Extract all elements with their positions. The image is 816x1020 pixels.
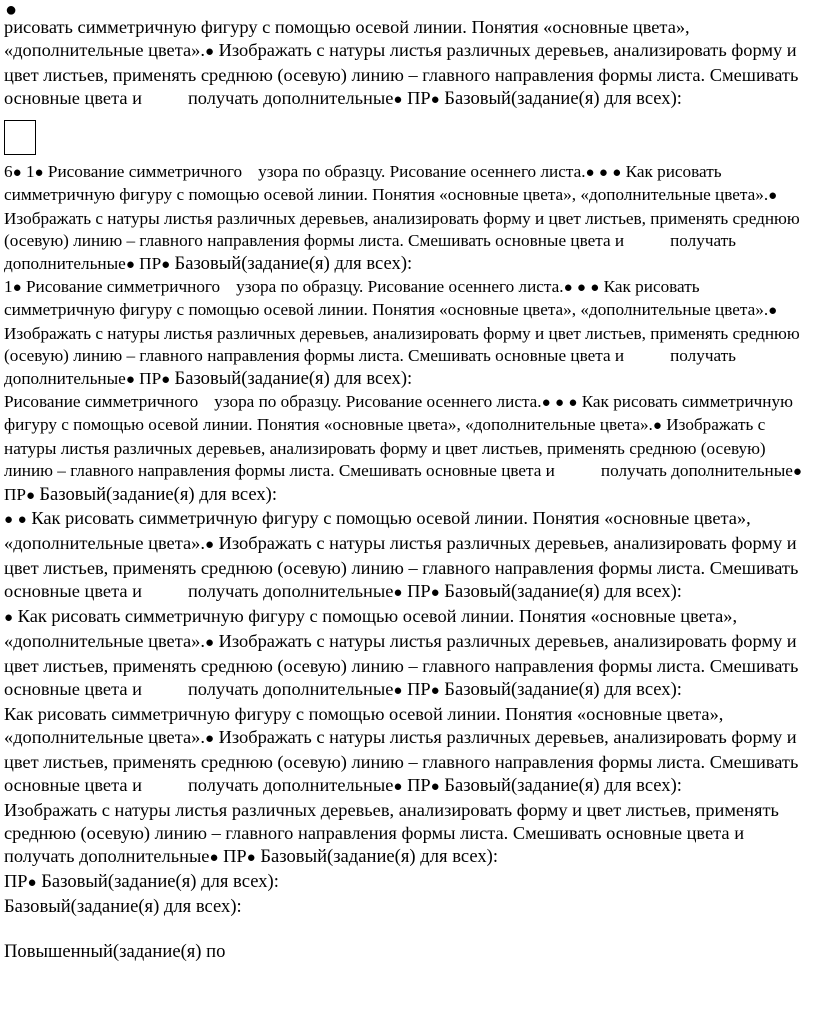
paragraph-block-5: ● Как рисовать симметричную фигуру с помощью осевой линии. Понятия «основные цвета», «дополнительные цвета».● Изображать с натуры листья различных деревьев, анализировать форму и цвет листьев, применять среднюю (осевую) линию – главного направления формы листа. Смешивать основные цвета и получать дополнительные● ПР● Базовый(задание(я) для всех):	[4, 606, 799, 701]
tail-line-1: ПР● Базовый(задание(я) для всех):	[4, 871, 279, 893]
paragraph-block-2: 1● Рисование симметричного узора по образцу. Рисование осеннего листа.● ● ● Как рисовать симметричную фигуру с помощью осевой линии. Понятия «основные цвета», «дополнительные цвета».● Изображать с натуры листья различных деревьев, анализировать форму и цвет листьев, применять среднюю (осевую) линию – главного направления формы листа. Смешивать основные цвета и получать дополнительные● ПР● Базовый(задание(я) для всех):	[4, 277, 800, 389]
last-line: Повышенный(задание(я) по	[4, 941, 226, 963]
paragraph-block-7: Изображать с натуры листья различных деревьев, анализировать форму и цвет листьев, применять среднюю (осевую) линию – главного направления формы листа. Смешивать основные цвета и получать дополнительные● ПР● Базовый(задание(я) для всех):	[4, 800, 779, 868]
paragraph-block-3: Рисование симметричного узора по образцу. Рисование осеннего листа.● ● ● Как рисовать симметричную фигуру с помощью осевой линии. Понятия «основные цвета», «дополнительные цвета».● Изображать с натуры листья различных деревьев, анализировать форму и цвет листьев, применять среднюю (осевую) линию – главного направления формы листа. Смешивать основные цвета и получать дополнительные● ПР● Базовый(задание(я) для всех):	[4, 392, 802, 505]
top-bullet: ●	[5, 0, 18, 21]
paragraph-block-1: 6● 1● Рисование симметричного узора по образцу. Рисование осеннего листа.● ● ● Как рисовать симметричную фигуру с помощью осевой линии. Понятия «основные цвета», «дополнительные цвета».● Изображать с натуры листья различных деревьев, анализировать форму и цвет листьев, применять среднюю (осевую) линию – главного направления формы листа. Смешивать основные цвета и получать дополнительные● ПР● Базовый(задание(я) для всех):	[4, 162, 800, 274]
empty-checkbox[interactable]	[4, 120, 36, 155]
tail-line-2: Базовый(задание(я) для всех):	[4, 896, 242, 918]
paragraph-block-4: ● ● Как рисовать симметричную фигуру с помощью осевой линии. Понятия «основные цвета», «дополнительные цвета».● Изображать с натуры листья различных деревьев, анализировать форму и цвет листьев, применять среднюю (осевую) линию – главного направления формы листа. Смешивать основные цвета и получать дополнительные● ПР● Базовый(задание(я) для всех):	[4, 508, 799, 603]
paragraph-block-6: Как рисовать симметричную фигуру с помощью осевой линии. Понятия «основные цвета», «дополнительные цвета».● Изображать с натуры листья различных деревьев, анализировать форму и цвет листьев, применять среднюю (осевую) линию – главного направления формы листа. Смешивать основные цвета и получать дополнительные● ПР● Базовый(задание(я) для всех):	[4, 704, 799, 797]
spacer	[4, 918, 814, 940]
paragraph-block-0: рисовать симметричную фигуру с помощью осевой линии. Понятия «основные цвета», «дополнительные цвета».● Изображать с натуры листья различных деревьев, анализировать форму и цвет листьев, применять среднюю (осевую) линию – главного направления формы листа. Смешивать основные цвета и получать дополнительные● ПР● Базовый(задание(я) для всех):	[4, 17, 799, 109]
document-body	[4, 0, 814, 963]
